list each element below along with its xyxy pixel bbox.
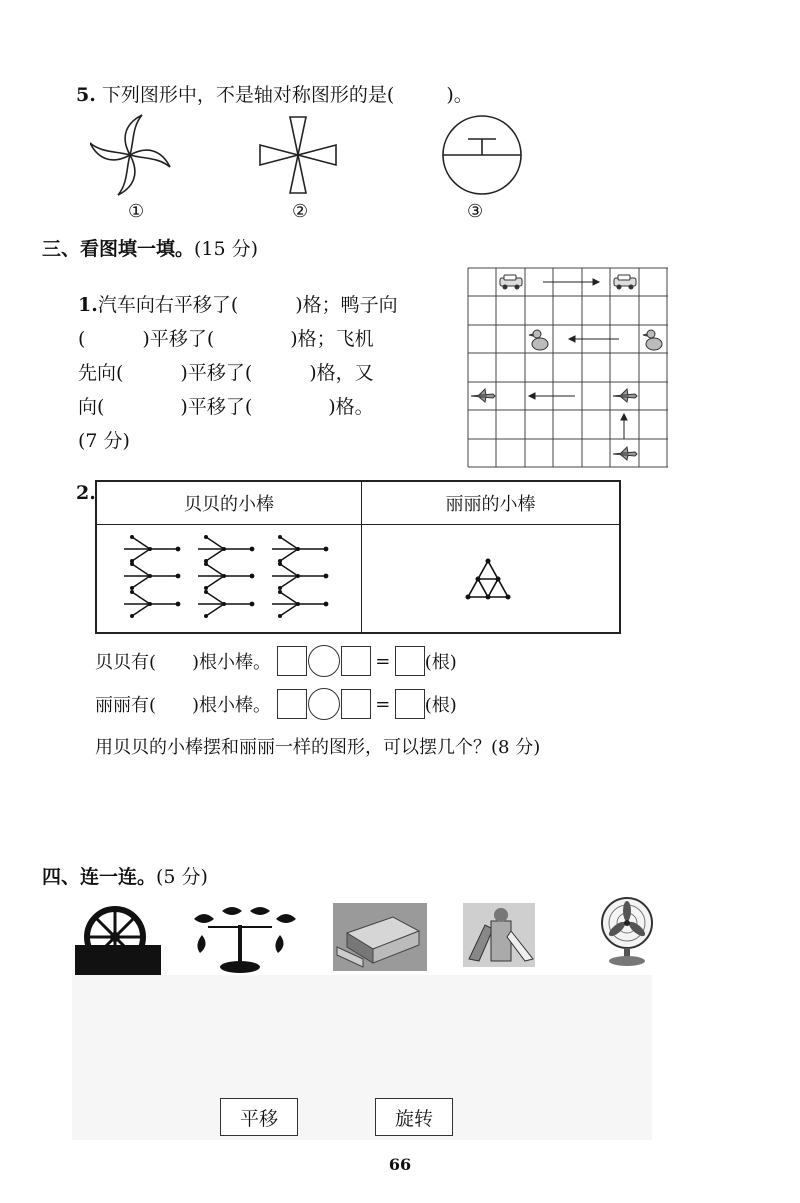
figure-1-pinwheel [90, 115, 170, 195]
answer-box[interactable] [395, 689, 425, 719]
beibei-count-text: 贝贝有( )根小棒。 [95, 652, 272, 673]
beibei-equation-line [95, 645, 457, 677]
question-5-number: 5. [76, 84, 96, 106]
operator-circle[interactable] [308, 688, 340, 720]
option-1-label: ① [128, 201, 145, 222]
plane-icon [471, 389, 495, 402]
arrow-left-icon [569, 336, 619, 342]
unit-label: (根) [424, 652, 457, 673]
beibei-sticks-drawing [96, 523, 358, 633]
answer-box[interactable] [395, 646, 425, 676]
equals-sign: = [375, 650, 391, 672]
matchbox-picture[interactable] [333, 903, 427, 971]
q3-1-line5: (7 分) [78, 430, 130, 452]
lili-equation-line [95, 688, 457, 720]
unit-label: (根) [424, 695, 457, 716]
stick-shape [198, 590, 254, 618]
section-3-points: (15 分) [194, 238, 259, 260]
translation-grid [467, 267, 669, 469]
answer-box[interactable] [277, 646, 307, 676]
beibei-header: 贝贝的小棒 [96, 481, 362, 525]
arrow-up-icon [621, 414, 627, 439]
translation-button[interactable]: 平移 [220, 1098, 298, 1136]
lili-header: 丽丽的小棒 [362, 481, 621, 525]
equals-sign: = [375, 693, 391, 715]
page-number: 66 [388, 1155, 412, 1174]
car-icon [500, 275, 522, 289]
figure-2-cross [260, 117, 336, 193]
q3-1-line2: ( )平移了( )格；飞机 [78, 328, 374, 350]
stick-shape [198, 535, 254, 563]
q5-figures [90, 110, 550, 200]
question-5 [76, 80, 473, 107]
stick-shape [272, 535, 328, 563]
carousel-picture[interactable] [188, 905, 300, 975]
car-icon [614, 275, 636, 289]
stick-shape [124, 590, 180, 618]
question-5-text: 下列图形中，不是轴对称图形的是( [101, 84, 395, 106]
section-4-points: (5 分) [156, 866, 208, 888]
slide-picture[interactable] [463, 903, 535, 967]
waterwheel-picture[interactable] [75, 905, 161, 975]
question-5-text-end: )。 [446, 84, 473, 106]
figure-3-circle [443, 116, 521, 194]
duck-icon [529, 330, 548, 350]
stick-shape [124, 562, 180, 590]
arrow-left-icon [529, 393, 575, 399]
section-3-title: 三、看图填一填。 [42, 238, 195, 260]
stick-shape [272, 562, 328, 590]
lili-triangle-drawing [460, 555, 520, 605]
q3-1-text [78, 288, 450, 458]
section-4-title: 四、连一连。 [42, 866, 157, 888]
option-3-label: ③ [467, 201, 484, 222]
section-4-heading [42, 862, 208, 889]
answer-box[interactable] [341, 646, 371, 676]
section-3-heading [42, 234, 258, 261]
plane-icon [613, 389, 637, 402]
q3-1-line4: 向( )平移了( )格。 [78, 396, 374, 418]
matching-area [72, 975, 652, 1140]
fan-picture[interactable] [595, 895, 659, 969]
stick-shape [124, 535, 180, 563]
plane-icon [613, 447, 637, 460]
operator-circle[interactable] [308, 645, 340, 677]
duck-icon [643, 330, 662, 350]
rotation-button[interactable]: 旋转 [375, 1098, 453, 1136]
arrow-right-icon [543, 279, 599, 285]
q3-2-question: 用贝贝的小棒摆和丽丽一样的图形，可以摆几个？(8 分) [95, 737, 541, 758]
stick-shape [198, 562, 254, 590]
lili-count-text: 丽丽有( )根小棒。 [95, 695, 272, 716]
stick-shape [272, 590, 328, 618]
option-2-label: ② [292, 201, 309, 222]
answer-box[interactable] [341, 689, 371, 719]
q3-2-number: 2. [76, 482, 96, 504]
q3-1-line3: 先向( )平移了( )格，又 [78, 362, 374, 384]
answer-box[interactable] [277, 689, 307, 719]
q3-1-line1: 汽车向右平移了( )格；鸭子向 [97, 294, 398, 316]
q3-1-number: 1. [78, 294, 98, 316]
